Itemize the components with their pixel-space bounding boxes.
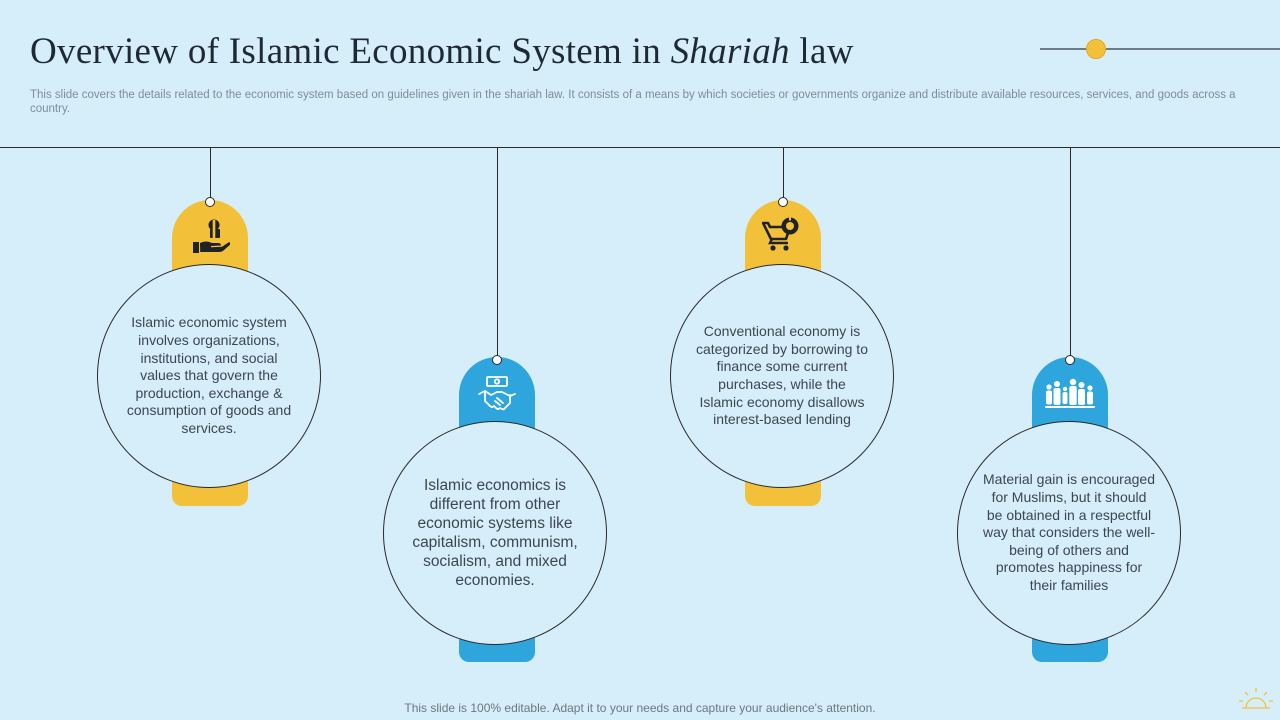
decorative-line: [1040, 48, 1280, 50]
handshake-money-icon: [477, 374, 517, 414]
info-text: Islamic economic system involves organizations, institutions, and social values that govern the production, exchange & consumption of goods and services.: [126, 314, 292, 436]
title-text-italic: Shariah: [670, 31, 790, 72]
hanging-knot: [492, 355, 502, 365]
title-text-part1: Overview of Islamic Economic System in: [30, 31, 671, 72]
shopping-cart-coin-icon: [762, 215, 802, 255]
hanging-knot: [1065, 355, 1075, 365]
hanging-knot: [205, 197, 215, 207]
hanging-knot: [778, 197, 788, 207]
title-text-part2: law: [789, 31, 854, 72]
info-circle: [383, 421, 607, 645]
sun-logo-icon: [1236, 680, 1276, 714]
family-group-icon: [1043, 376, 1097, 416]
hanging-line: [1070, 148, 1071, 356]
top-divider: [0, 147, 1280, 148]
footer-text: This slide is 100% editable. Adapt it to your needs and capture your audience's attention.: [404, 701, 876, 715]
info-circle: [670, 264, 894, 488]
page-title: [30, 30, 854, 73]
hanging-line: [210, 148, 211, 199]
info-text: Material gain is encouraged for Muslims, but it should be obtained in a respectful way that considers the well-being of others and promotes happiness for their families: [983, 471, 1155, 593]
hand-holding-gift-icon: [190, 216, 230, 256]
info-text: Conventional economy is categorized by borrowing to finance some current purchases, while the Islamic economy disallows interest-based lending: [696, 323, 868, 428]
decorative-dot: [1086, 39, 1106, 59]
footer-note: [0, 701, 1280, 715]
info-text: Islamic economics is different from other economic systems like capitalism, communism, socialism, and mixed economies.: [412, 477, 578, 589]
hanging-line: [497, 148, 498, 356]
info-circle: [97, 264, 321, 488]
info-circle: [957, 421, 1181, 645]
page-subtitle: This slide covers the details related to the economic system based on guidelines given in the shariah law. It consists of a means by which societies or governments organize and distribute available resources, services, and goods across a country.: [30, 89, 1236, 115]
hanging-line: [783, 148, 784, 199]
